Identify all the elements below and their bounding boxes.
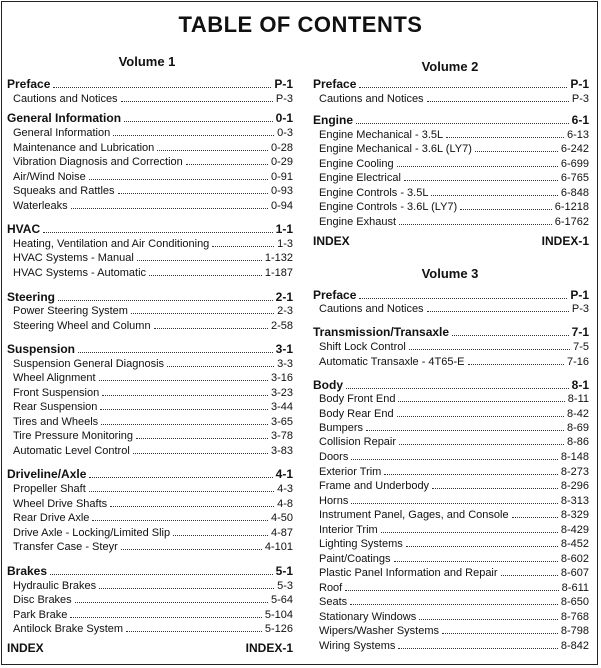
toc-entry-page: 7-5	[573, 341, 589, 353]
toc-entry-label: Wheel Drive Shafts	[13, 498, 108, 510]
toc-entry	[7, 266, 293, 280]
section-heading-page: 1-1	[275, 222, 293, 236]
dot-leader	[452, 326, 569, 336]
dot-leader	[398, 392, 564, 402]
toc-entry-page: 0-91	[270, 171, 293, 183]
section-heading	[313, 325, 589, 339]
toc-entry-label: Stationary Windows	[319, 611, 417, 623]
section-heading	[313, 113, 589, 127]
index-entry	[7, 641, 293, 655]
dot-leader	[75, 593, 268, 603]
toc-entry	[313, 92, 589, 106]
dot-leader	[409, 340, 570, 350]
toc-entry-label: Seats	[319, 596, 348, 608]
toc-entry	[7, 184, 293, 198]
toc-entry	[7, 251, 293, 265]
toc-entry-label: Exterior Trim	[319, 466, 382, 478]
toc-entry	[313, 302, 589, 316]
section-heading	[7, 467, 293, 481]
dot-leader	[89, 482, 274, 492]
toc-entry-page: 5-64	[270, 594, 293, 606]
toc-entry-page: 0-3	[277, 127, 293, 139]
toc-entry-label: Engine Electrical	[319, 172, 401, 184]
toc-entry-page: 2-3	[277, 305, 293, 317]
toc-entry	[7, 386, 293, 400]
toc-entry-page: 6-848	[560, 187, 589, 199]
dot-leader	[118, 184, 268, 194]
toc-entry-page: 8-296	[560, 480, 589, 492]
dot-leader	[398, 639, 557, 649]
dot-leader	[432, 479, 558, 489]
section-heading-label: Preface	[7, 77, 51, 91]
toc-entry-page: 8-798	[560, 625, 589, 637]
toc-entry-label: Paint/Coatings	[319, 553, 391, 565]
toc-entry	[7, 92, 293, 106]
toc-entry-label: Cautions and Notices	[13, 93, 118, 105]
toc-entry	[7, 593, 293, 607]
dot-leader	[501, 566, 558, 576]
dot-leader	[70, 608, 261, 618]
toc-entry-page: 3-83	[270, 445, 293, 457]
toc-entry	[313, 186, 589, 200]
dot-leader	[468, 355, 564, 365]
page-title: TABLE OF CONTENTS	[178, 12, 423, 37]
toc-entry-page: 8-611	[561, 582, 589, 594]
section-heading	[7, 111, 293, 125]
section-heading	[7, 77, 293, 91]
section-heading-label: Driveline/Axle	[7, 467, 87, 481]
toc-entry-label: Front Suspension	[13, 387, 100, 399]
dot-leader	[346, 379, 569, 389]
toc-entry-page: 8-148	[560, 451, 589, 463]
volume-2-heading: Volume 2	[421, 59, 479, 74]
toc-entry	[7, 155, 293, 169]
section-heading-page: 0-1	[275, 111, 293, 125]
dot-leader	[89, 468, 272, 478]
dot-leader	[446, 128, 564, 138]
dot-leader	[53, 78, 271, 88]
toc-entry	[313, 142, 589, 156]
toc-entry	[313, 128, 589, 142]
toc-entry	[313, 450, 589, 464]
toc-entry	[7, 304, 293, 318]
dot-leader	[419, 610, 558, 620]
toc-entry-page: 3-44	[270, 401, 293, 413]
dot-leader	[121, 540, 262, 550]
toc-entry-page: 8-452	[560, 538, 589, 550]
dot-leader	[356, 114, 569, 124]
dot-leader	[399, 215, 552, 225]
section-heading-page: 7-1	[571, 325, 589, 339]
section-heading-label: Suspension	[7, 342, 76, 356]
section-heading-page: P-1	[570, 77, 589, 91]
toc-entry-label: Engine Controls - 3.5L	[319, 187, 429, 199]
toc-entry-page: P-3	[275, 93, 293, 105]
toc-entry	[7, 400, 293, 414]
toc-entry	[7, 170, 293, 184]
dot-leader	[99, 371, 268, 381]
toc-entry	[313, 355, 589, 369]
toc-entry	[313, 508, 589, 522]
section-heading	[7, 290, 293, 304]
toc-entry-page: 8-69	[566, 422, 589, 434]
toc-entry-label: Engine Controls - 3.6L (LY7)	[319, 201, 458, 213]
toc-entry-label: Bumpers	[319, 422, 364, 434]
toc-entry-page: 2-58	[270, 320, 293, 332]
toc-entry-page: 3-65	[270, 416, 293, 428]
toc-entry-page: 8-429	[560, 524, 589, 536]
dot-leader	[124, 112, 273, 122]
toc-entry-label: Vibration Diagnosis and Correction	[13, 156, 183, 168]
toc-entry-label: Wipers/Washer Systems	[319, 625, 440, 637]
toc-entry	[313, 407, 589, 421]
toc-entry-page: P-3	[571, 303, 589, 315]
toc-entry-label: Steering Wheel and Column	[13, 320, 151, 332]
dot-leader	[113, 126, 274, 136]
section-heading-label: HVAC	[7, 222, 41, 236]
toc-entry-label: Engine Exhaust	[319, 216, 397, 228]
toc-entry-page: 4-87	[270, 527, 293, 539]
toc-entry-page: 6-242	[560, 143, 589, 155]
section-heading	[7, 564, 293, 578]
toc-entry-label: Shift Lock Control	[319, 341, 406, 353]
toc-entry-page: 0-94	[270, 200, 293, 212]
dot-leader	[110, 497, 274, 507]
dot-leader	[384, 465, 558, 475]
dot-leader	[394, 552, 558, 562]
toc-entry	[7, 622, 293, 636]
dot-leader	[186, 155, 268, 165]
toc-entry	[7, 511, 293, 525]
dot-leader	[404, 171, 558, 181]
toc-entry-label: Antilock Brake System	[13, 623, 124, 635]
section-heading-page: 2-1	[275, 290, 293, 304]
toc-entry-page: 1-3	[277, 238, 293, 250]
section-heading-page: 8-1	[571, 378, 589, 392]
toc-entry-page: 1-132	[264, 252, 293, 264]
toc-entry-label: Engine Mechanical - 3.5L	[319, 129, 444, 141]
section-heading-page: 3-1	[275, 342, 293, 356]
dot-leader	[442, 624, 558, 634]
dot-leader	[431, 186, 557, 196]
toc-entry-label: Tire Pressure Monitoring	[13, 430, 134, 442]
section-heading	[7, 342, 293, 356]
toc-entry-label: Engine Mechanical - 3.6L (LY7)	[319, 143, 472, 155]
dot-leader	[157, 141, 268, 151]
dot-leader	[359, 78, 567, 88]
toc-entry-page: 6-765	[560, 172, 589, 184]
section-heading-label: Engine	[313, 113, 354, 127]
toc-entry-label: Plastic Panel Information and Repair	[319, 567, 498, 579]
toc-entry	[313, 465, 589, 479]
dot-leader	[397, 157, 558, 167]
toc-entry	[313, 421, 589, 435]
toc-entry-label: Instrument Panel, Gages, and Console	[319, 509, 509, 521]
toc-entry-label: Doors	[319, 451, 349, 463]
dot-leader	[167, 357, 274, 367]
dot-leader	[427, 92, 569, 102]
dot-leader	[131, 304, 274, 314]
index-entry-label: INDEX	[313, 234, 350, 248]
toc-entry	[7, 237, 293, 251]
toc-entry-label: Interior Trim	[319, 524, 378, 536]
dot-leader	[460, 200, 552, 210]
toc-entry	[7, 357, 293, 371]
section-heading-label: Preface	[313, 77, 357, 91]
section-heading-label: Preface	[313, 288, 357, 302]
dot-leader	[212, 237, 274, 247]
section-heading-page: 6-1	[571, 113, 589, 127]
toc-entry-page: 5-104	[264, 609, 293, 621]
toc-entry-page: P-3	[571, 93, 589, 105]
toc-entry	[7, 497, 293, 511]
section-heading	[313, 378, 589, 392]
toc-entry-label: Heating, Ventilation and Air Conditioning	[13, 238, 210, 250]
toc-entry-label: Collision Repair	[319, 436, 397, 448]
toc-entry	[313, 157, 589, 171]
toc-entry-page: 6-699	[560, 158, 589, 170]
toc-entry-label: Hydraulic Brakes	[13, 580, 97, 592]
dot-leader	[71, 199, 268, 209]
section-heading-label: Brakes	[7, 564, 48, 578]
dot-leader	[359, 289, 567, 299]
toc-entry-label: Engine Cooling	[319, 158, 394, 170]
dot-leader	[366, 421, 564, 431]
toc-entry-label: Horns	[319, 495, 349, 507]
toc-entry-label: Squeaks and Rattles	[13, 185, 115, 197]
toc-entry-page: 3-3	[277, 358, 293, 370]
section-heading-page: 4-1	[275, 467, 293, 481]
dot-leader	[351, 494, 558, 504]
section-heading-page: 5-1	[275, 564, 293, 578]
dot-leader	[149, 266, 262, 276]
toc-entry-label: Lighting Systems	[319, 538, 403, 550]
dot-leader	[78, 343, 273, 353]
toc-entry-label: Air/Wind Noise	[13, 171, 86, 183]
toc-entry-label: Park Brake	[13, 609, 68, 621]
toc-entry	[313, 566, 589, 580]
toc-entry-label: Waterleaks	[13, 200, 68, 212]
dot-leader	[399, 435, 564, 445]
dot-leader	[475, 142, 558, 152]
toc-entry-label: Cautions and Notices	[319, 93, 424, 105]
dot-leader	[350, 595, 558, 605]
toc-entry-label: Maintenance and Lubrication	[13, 142, 155, 154]
dot-leader	[43, 223, 273, 233]
toc-entry-label: Roof	[319, 582, 343, 594]
toc-entry-page: 4-3	[277, 483, 293, 495]
toc-entry	[313, 552, 589, 566]
toc-entry	[313, 392, 589, 406]
toc-entry-label: Cautions and Notices	[319, 303, 424, 315]
dot-leader	[47, 643, 243, 652]
dot-leader	[353, 236, 539, 245]
toc-entry	[313, 537, 589, 551]
toc-entry	[313, 215, 589, 229]
toc-entry	[313, 494, 589, 508]
toc-entry-label: Drive Axle - Locking/Limited Slip	[13, 527, 171, 539]
index-entry-page: INDEX-1	[541, 234, 589, 248]
toc-entry	[7, 415, 293, 429]
toc-entry-page: 4-50	[270, 512, 293, 524]
toc-entry-label: Body Front End	[319, 393, 396, 405]
toc-entry	[313, 435, 589, 449]
toc-entry	[7, 540, 293, 554]
dot-leader	[381, 523, 558, 533]
toc-entry-page: 6-13	[566, 129, 589, 141]
volume-1-heading: Volume 1	[118, 54, 176, 69]
section-heading-label: Steering	[7, 290, 56, 304]
toc-entry	[7, 482, 293, 496]
toc-entry-page: 1-187	[264, 267, 293, 279]
toc-entry	[7, 319, 293, 333]
toc-entry-page: 8-42	[566, 408, 589, 420]
toc-entry-page: 0-93	[270, 185, 293, 197]
dot-leader	[351, 450, 558, 460]
toc-entry-page: 8-842	[560, 640, 589, 652]
dot-leader	[126, 622, 262, 632]
dot-leader	[101, 415, 268, 425]
toc-entry-label: HVAC Systems - Automatic	[13, 267, 147, 279]
dot-leader	[137, 251, 262, 261]
toc-entry	[313, 340, 589, 354]
section-heading	[313, 288, 589, 302]
dot-leader	[102, 386, 268, 396]
section-heading-page: P-1	[274, 77, 293, 91]
toc-entry-page: 7-16	[566, 356, 589, 368]
toc-entry	[313, 171, 589, 185]
dot-leader	[397, 407, 564, 417]
section-heading-label: Transmission/Transaxle	[313, 325, 450, 339]
toc-entry-page: 4-101	[264, 541, 293, 553]
dot-leader	[58, 291, 273, 301]
toc-entry-page: 8-86	[566, 436, 589, 448]
toc-entry	[313, 595, 589, 609]
index-entry-label: INDEX	[7, 641, 44, 655]
index-entry-page: INDEX-1	[245, 641, 293, 655]
dot-leader	[133, 444, 268, 454]
toc-entry-label: Suspension General Diagnosis	[13, 358, 165, 370]
dot-leader	[154, 319, 268, 329]
toc-entry	[313, 479, 589, 493]
section-heading-page: P-1	[570, 288, 589, 302]
section-heading	[7, 222, 293, 236]
dot-leader	[427, 302, 569, 312]
dot-leader	[512, 508, 558, 518]
dot-leader	[136, 429, 268, 439]
toc-entry-label: Transfer Case - Steyr	[13, 541, 118, 553]
toc-entry	[313, 200, 589, 214]
toc-entry	[7, 429, 293, 443]
toc-entry-page: 0-29	[270, 156, 293, 168]
toc-entry-label: Rear Drive Axle	[13, 512, 90, 524]
toc-entry	[7, 526, 293, 540]
toc-entry	[7, 126, 293, 140]
toc-entry-label: HVAC Systems - Manual	[13, 252, 134, 264]
volume-3-heading: Volume 3	[421, 266, 479, 281]
dot-leader	[92, 511, 268, 521]
dot-leader	[173, 526, 268, 536]
toc-entry	[7, 444, 293, 458]
toc-entry	[313, 581, 589, 595]
dot-leader	[99, 579, 274, 589]
toc-entry-page: 8-602	[560, 553, 589, 565]
toc-entry	[7, 579, 293, 593]
toc-entry-page: 8-329	[560, 509, 589, 521]
toc-entry-label: Rear Suspension	[13, 401, 98, 413]
dot-leader	[50, 565, 273, 575]
toc-entry-page: 5-3	[277, 580, 293, 592]
toc-entry-label: Automatic Transaxle - 4T65-E	[319, 356, 465, 368]
toc-entry-page: 8-607	[560, 567, 589, 579]
toc-entry-page: 8-11	[567, 393, 589, 405]
toc-entry-page: 3-16	[270, 372, 293, 384]
toc-entry-label: Automatic Level Control	[13, 445, 130, 457]
toc-entry-label: Disc Brakes	[13, 594, 72, 606]
toc-entry-label: Wiring Systems	[319, 640, 396, 652]
toc-entry-page: 4-8	[277, 498, 293, 510]
toc-entry-label: General Information	[13, 127, 111, 139]
toc-entry	[7, 608, 293, 622]
toc-entry	[313, 624, 589, 638]
section-heading	[313, 77, 589, 91]
toc-entry-page: 3-23	[270, 387, 293, 399]
toc-entry-label: Frame and Underbody	[319, 480, 430, 492]
toc-entry	[313, 523, 589, 537]
dot-leader	[345, 581, 558, 591]
toc-entry-page: 8-313	[560, 495, 589, 507]
toc-entry-label: Power Steering System	[13, 305, 128, 317]
section-heading-label: General Information	[7, 111, 122, 125]
dot-leader	[121, 92, 273, 102]
toc-entry-page: 0-28	[270, 142, 293, 154]
toc-entry-page: 5-126	[264, 623, 293, 635]
toc-entry	[313, 610, 589, 624]
toc-entry	[7, 141, 293, 155]
toc-entry-label: Wheel Alignment	[13, 372, 96, 384]
toc-entry-page: 8-768	[560, 611, 589, 623]
toc-entry-label: Tires and Wheels	[13, 416, 99, 428]
index-entry	[313, 234, 589, 248]
toc-entry-page: 6-1218	[554, 201, 589, 213]
dot-leader	[406, 537, 558, 547]
toc-entry-label: Propeller Shaft	[13, 483, 86, 495]
toc-entry-page: 3-78	[270, 430, 293, 442]
dot-leader	[89, 170, 268, 180]
toc-entry	[7, 199, 293, 213]
toc-entry-page: 8-273	[560, 466, 589, 478]
toc-entry	[7, 371, 293, 385]
dot-leader	[100, 400, 268, 410]
toc-entry-label: Body Rear End	[319, 408, 394, 420]
toc-entry-page: 8-650	[560, 596, 589, 608]
toc-entry-page: 6-1762	[554, 216, 589, 228]
section-heading-label: Body	[313, 378, 343, 392]
toc-entry	[313, 639, 589, 653]
